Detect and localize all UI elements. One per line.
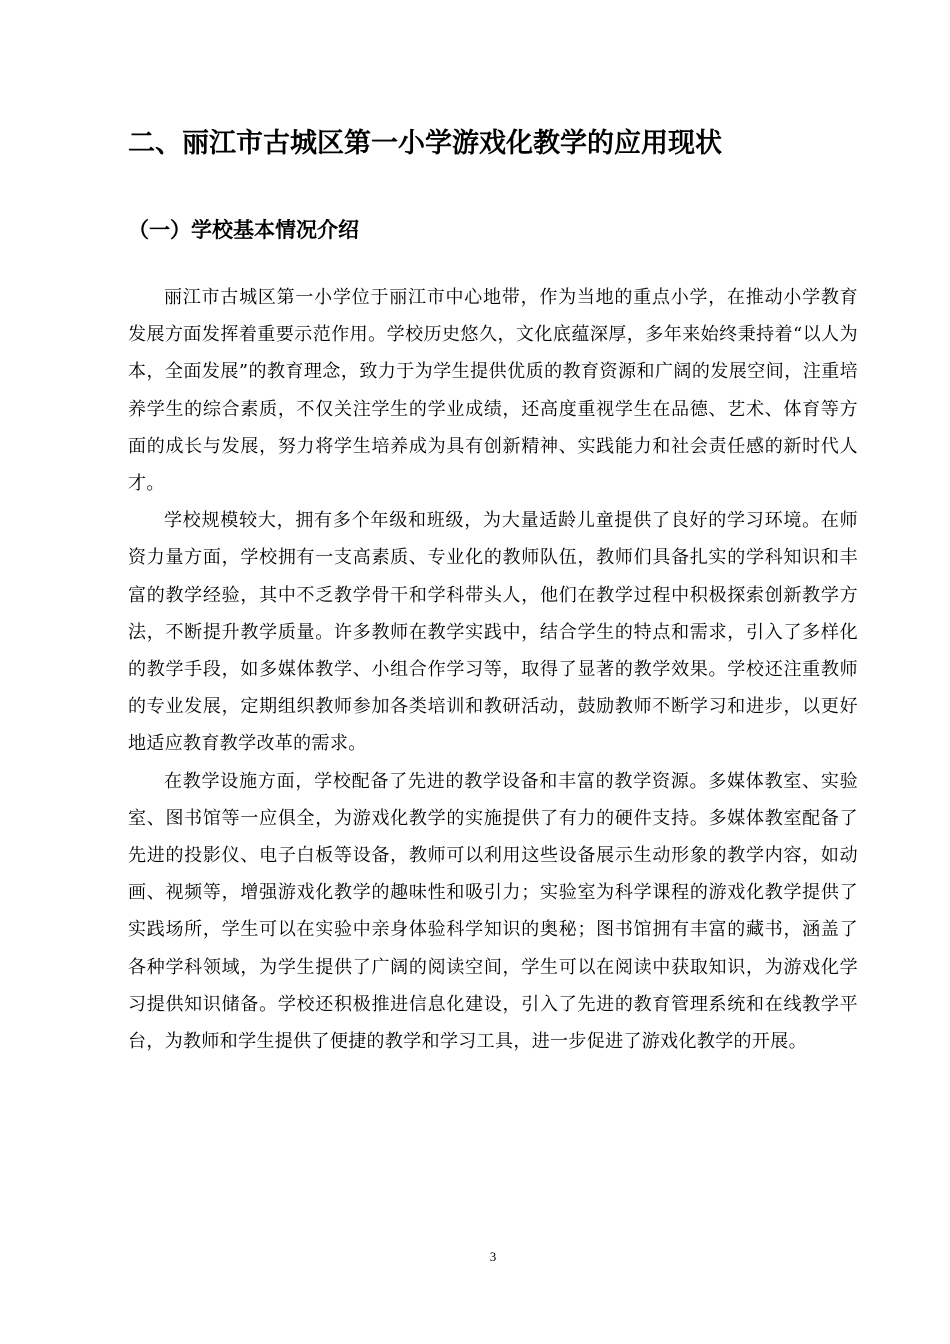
paragraph-2: 学校规模较大，拥有多个年级和班级，为大量适龄儿童提供了良好的学习环境。在师资力量方面，学校拥有一支高素质、专业化的教师队伍，教师们具备扎实的学科知识和丰富的教学经验，其中不乏教学骨干和学科带头人，他们在教学过程中积极探索创新教学方法，不断提升教学质量。许多教师在教学实践中，结合学生的特点和需求，引入了多样化的教学手段，如多媒体教学、小组合作学习等，取得了显著的教学效果。学校还注重教师的专业发展，定期组织教师参加各类培训和教研活动，鼓励教师不断学习和进步，以更好地适应教育教学改革的需求。 bbox=[128, 510, 858, 755]
page-number: 3 bbox=[489, 1249, 497, 1264]
chapter-title: 二、丽江市古城区第一小学游戏化教学的应用现状 bbox=[128, 128, 722, 159]
paragraph-3: 在教学设施方面，学校配备了先进的教学设备和丰富的教学资源。多媒体教室、实验室、图书馆等一应俱全，为游戏化教学的实施提供了有力的硬件支持。多媒体教室配备了先进的投影仪、电子白板等设备，教师可以利用这些设备展示生动形象的教学内容，如动画、视频等，增强游戏化教学的趣味性和吸引力；实验室为科学课程的游戏化教学提供了实践场所，学生可以在实验中亲身体验科学知识的奥秘；图书馆拥有丰富的藏书，涵盖了各种学科领域，为学生提供了广阔的阅读空间，学生可以在阅读中获取知识，为游戏化学习提供知识储备。学校还积极推进信息化建设，引入了先进的教育管理系统和在线教学平台，为教师和学生提供了便捷的教学和学习工具，进一步促进了游戏化教学的开展。 bbox=[128, 770, 858, 1053]
section-title: （一）学校基本情况介绍 bbox=[128, 218, 359, 242]
body-text bbox=[128, 279, 858, 1060]
paragraph-1: 丽江市古城区第一小学位于丽江市中心地带，作为当地的重点小学，在推动小学教育发展方面发挥着重要示范作用。学校历史悠久，文化底蕴深厚，多年来始终秉持着“以人为本，全面发展”的教育理念，致力于为学生提供优质的教育资源和广阔的发展空间，注重培养学生的综合素质，不仅关注学生的学业成绩，还高度重视学生在品德、艺术、体育等方面的成长与发展，努力将学生培养成为具有创新精神、实践能力和社会责任感的新时代人才。 bbox=[128, 287, 858, 495]
